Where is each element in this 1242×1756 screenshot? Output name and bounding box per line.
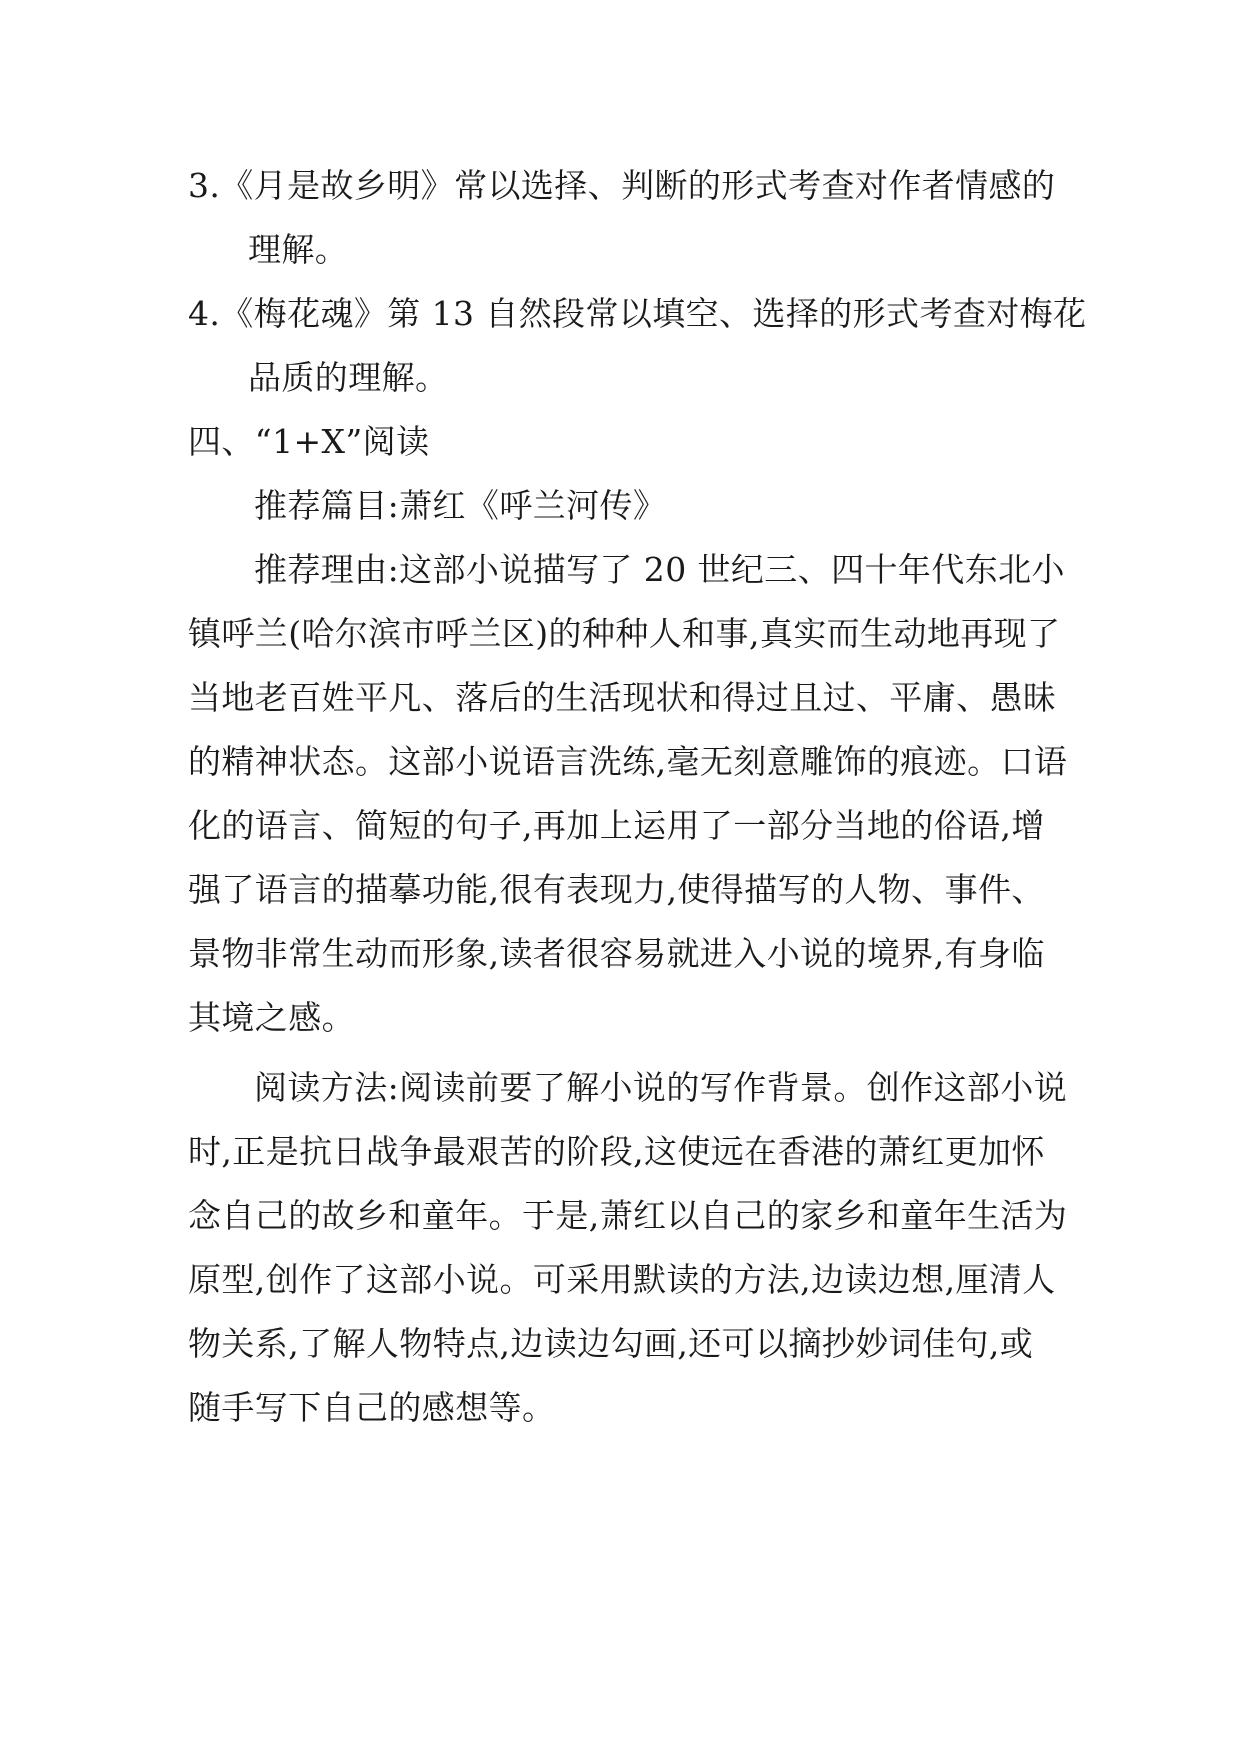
reason-line-8: 其境之感。 (188, 998, 355, 1037)
method-line-2: 时,正是抗日战争最艰苦的阶段,这使远在香港的萧红更加怀 (188, 1132, 1045, 1171)
method-line-5: 物关系,了解人物特点,边读边勾画,还可以摘抄妙词佳句,或 (188, 1324, 1034, 1363)
section-heading: 四、“1+X”阅读 (188, 422, 430, 461)
method-line-6: 随手写下自己的感想等。 (188, 1388, 556, 1427)
method-line-1: 阅读方法:阅读前要了解小说的写作背景。创作这部小说 (254, 1068, 1068, 1107)
reason-line-2: 镇呼兰(哈尔滨市呼兰区)的种种人和事,真实而生动地再现了 (188, 614, 1061, 653)
method-line-3: 念自己的故乡和童年。于是,萧红以自己的家乡和童年生活为 (188, 1196, 1068, 1235)
reason-line-1: 推荐理由:这部小说描写了 20 世纪三、四十年代东北小 (254, 550, 1065, 589)
item-4-line-2: 品质的理解。 (248, 358, 449, 397)
item-4-line-1: 4.《梅花魂》第 13 自然段常以填空、选择的形式考查对梅花 (188, 294, 1087, 333)
recommended-title: 推荐篇目:萧红《呼兰河传》 (254, 486, 667, 525)
reason-line-4: 的精神状态。这部小说语言洗练,毫无刻意雕饰的痕迹。口语 (188, 742, 1068, 781)
item-3-line-1: 3.《月是故乡明》常以选择、判断的形式考查对作者情感的 (188, 166, 1056, 205)
item-3-line-2: 理解。 (248, 230, 349, 269)
reason-line-5: 化的语言、简短的句子,再加上运用了一部分当地的俗语,增 (188, 806, 1045, 845)
reason-line-3: 当地老百姓平凡、落后的生活现状和得过且过、平庸、愚昧 (188, 678, 1057, 717)
reason-line-6: 强了语言的描摹功能,很有表现力,使得描写的人物、事件、 (188, 870, 1045, 909)
method-line-4: 原型,创作了这部小说。可采用默读的方法,边读边想,厘清人 (188, 1260, 1056, 1299)
reason-line-7: 景物非常生动而形象,读者很容易就进入小说的境界,有身临 (188, 934, 1045, 973)
